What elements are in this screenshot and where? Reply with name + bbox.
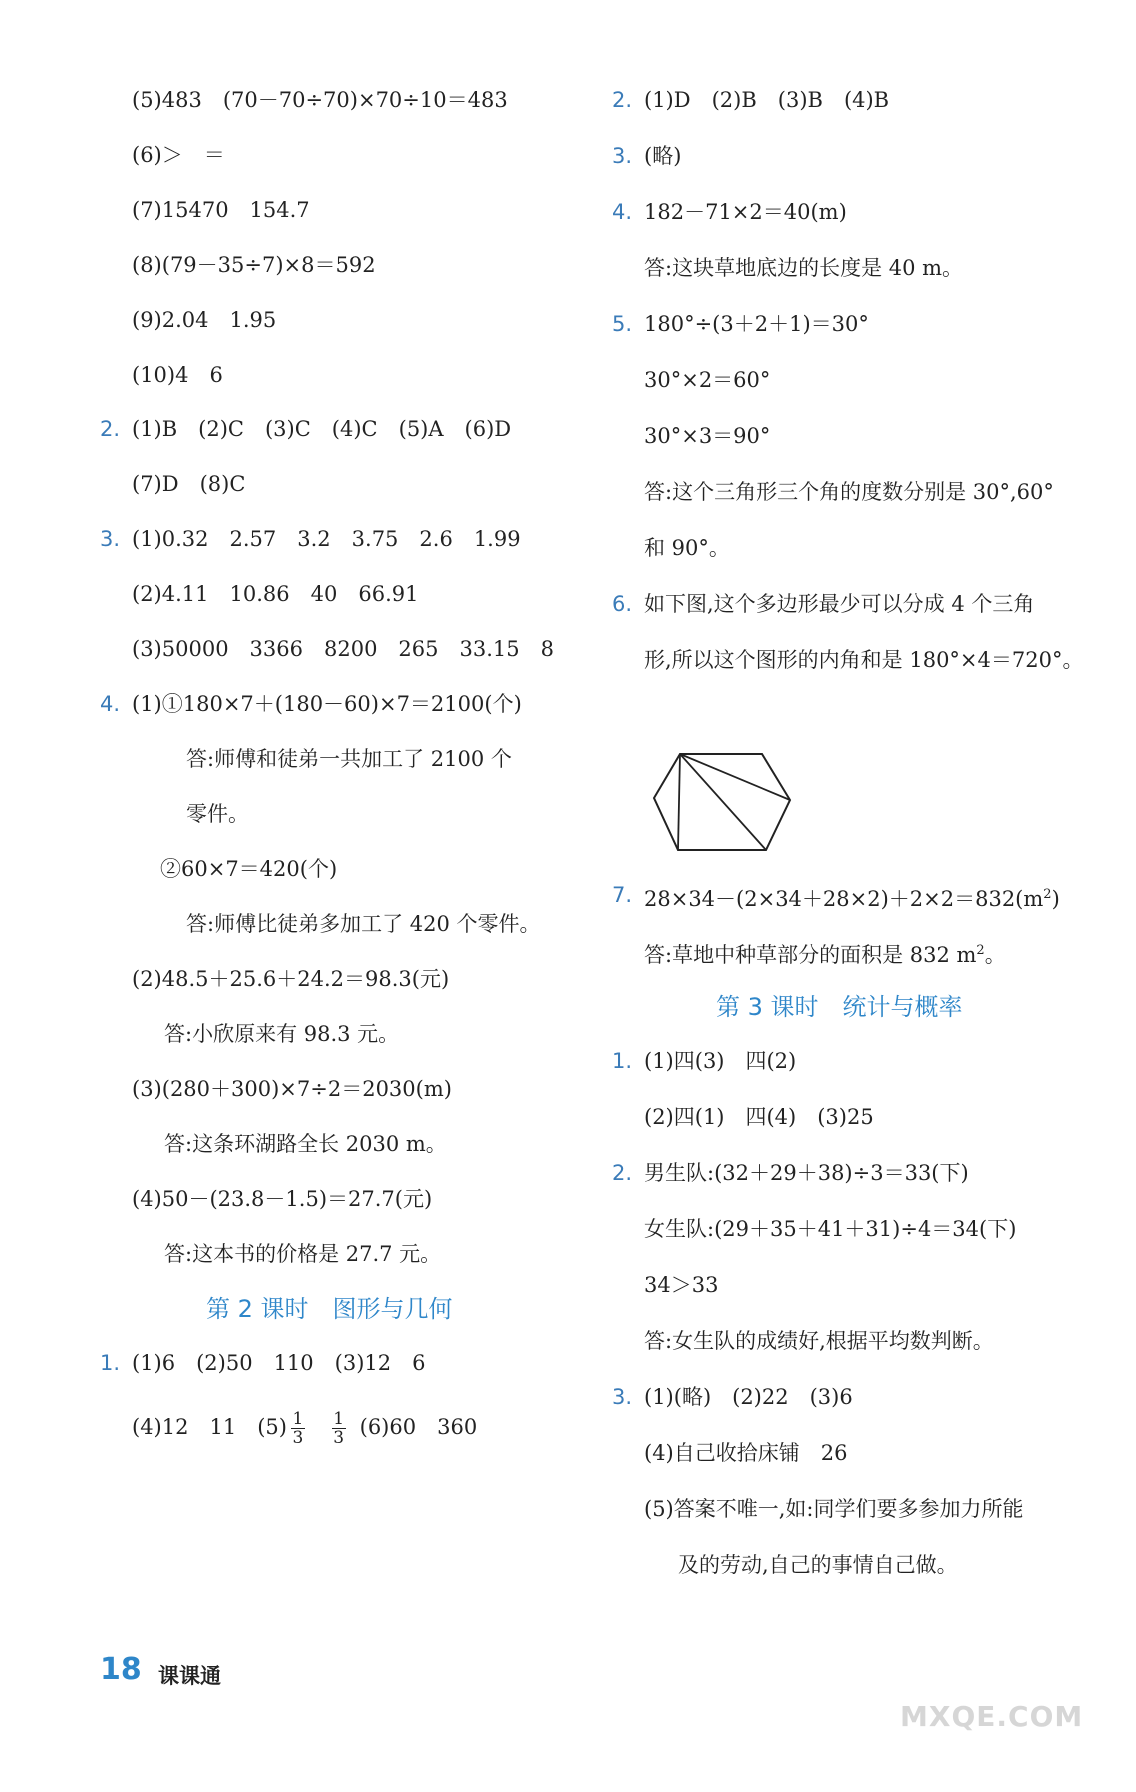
answer-line: 和 90°。 [644, 536, 730, 560]
answer-line: 男生队:(32＋29＋38)÷3＝33(下) [644, 1161, 969, 1185]
answer-line: (5)答案不唯一,如:同学们要多参加力所能 [644, 1497, 1024, 1521]
hexagon-diagram [648, 748, 798, 858]
answer-line: 答:女生队的成绩好,根据平均数判断。 [644, 1329, 994, 1353]
answer-text: 。 [984, 943, 1006, 967]
answer-line: 182－71×2＝40(m) [644, 200, 847, 224]
question-number: 7. [612, 883, 633, 907]
answer-line: ②60×7＝420(个) [160, 857, 338, 881]
question-number: 3. [612, 1385, 633, 1409]
answer-line: (1)6 (2)50 110 (3)12 6 [132, 1351, 426, 1375]
answer-line: 形,所以这个图形的内角和是 180°×4＝720°。 [644, 648, 1084, 672]
answer-line: (1)0.32 2.57 3.2 3.75 2.6 1.99 [132, 527, 521, 551]
answer-line: 及的劳动,自己的事情自己做。 [678, 1553, 958, 1577]
question-number: 1. [100, 1351, 121, 1375]
superscript: 2 [976, 943, 985, 958]
answer-line: 答:师傅和徒弟一共加工了 2100 个 [186, 747, 512, 771]
answer-line: (略) [644, 144, 682, 168]
answer-line: (3)(280＋300)×7÷2＝2030(m) [132, 1077, 452, 1101]
answer-text: (6)60 360 [359, 1415, 478, 1439]
answer-line: 答:这个三角形三个角的度数分别是 30°,60° [644, 480, 1054, 504]
question-number: 4. [100, 692, 121, 716]
section-heading: 第 2 课时 图形与几何 [206, 1295, 453, 1323]
question-number: 4. [612, 200, 633, 224]
answer-line: 答:师傅比徒弟多加工了 420 个零件。 [186, 912, 541, 936]
answer-text: (4)12 11 (5) [132, 1415, 287, 1439]
answer-text: ) [1051, 887, 1060, 911]
answer-line: (4)50－(23.8－1.5)＝27.7(元) [132, 1187, 433, 1211]
fraction-numerator: 1 [333, 1409, 345, 1429]
answer-line: 零件。 [186, 802, 249, 826]
question-number: 2. [100, 417, 121, 441]
question-number: 3. [100, 527, 121, 551]
superscript: 2 [1043, 887, 1052, 902]
answer-line: 答:这条环湖路全长 2030 m。 [164, 1132, 447, 1156]
answer-line: 女生队:(29＋35＋41＋31)÷4＝34(下) [644, 1217, 1017, 1241]
answer-line: (7)15470 154.7 [132, 198, 310, 222]
answer-line: (10)4 6 [132, 363, 223, 387]
question-number: 2. [612, 88, 633, 112]
answer-line: 30°×2＝60° [644, 368, 771, 392]
answer-line: (9)2.04 1.95 [132, 308, 277, 332]
page-number: 18 [100, 1652, 142, 1687]
question-number: 5. [612, 312, 633, 336]
section-heading: 第 3 课时 统计与概率 [716, 993, 963, 1021]
answer-line: (7)D (8)C [132, 472, 246, 496]
answer-line [132, 1410, 477, 1447]
answer-line: (1)D (2)B (3)B (4)B [644, 88, 890, 112]
fraction-numerator: 1 [292, 1409, 304, 1429]
question-number: 3. [612, 144, 633, 168]
answer-line: 如下图,这个多边形最少可以分成 4 个三角 [644, 592, 1035, 616]
answer-line [644, 936, 1006, 970]
answer-line: (2)48.5＋25.6＋24.2＝98.3(元) [132, 967, 450, 991]
fraction [332, 1410, 346, 1447]
fraction-denominator: 3 [292, 1428, 304, 1448]
question-number: 2. [612, 1161, 633, 1185]
answer-line: (5)483 (70－70÷70)×70÷10＝483 [132, 88, 508, 112]
answer-line: (2)4.11 10.86 40 66.91 [132, 582, 419, 606]
answer-line: (2)四(1) 四(4) (3)25 [644, 1105, 874, 1129]
answer-line: (8)(79－35÷7)×8＝592 [132, 253, 376, 277]
answer-line: (6)＞ ＝ [132, 143, 225, 167]
answer-text: 答:草地中种草部分的面积是 832 m [644, 943, 977, 967]
answer-line: 180°÷(3＋2＋1)＝30° [644, 312, 869, 336]
watermark: MXQE.COM [900, 1700, 1084, 1733]
answer-line: 34＞33 [644, 1273, 719, 1297]
answer-line: (3)50000 3366 8200 265 33.15 8 [132, 637, 554, 661]
answer-line: (4)自己收拾床铺 26 [644, 1441, 848, 1465]
answer-line: 答:小欣原来有 98.3 元。 [164, 1022, 400, 1046]
brand-name: 课课通 [158, 1664, 221, 1688]
fraction [291, 1410, 305, 1447]
answer-text: 28×34－(2×34＋28×2)＋2×2＝832(m [644, 887, 1044, 911]
answer-line: (1)B (2)C (3)C (4)C (5)A (6)D [132, 417, 512, 441]
question-number: 6. [612, 592, 633, 616]
answer-line: 答:这本书的价格是 27.7 元。 [164, 1242, 442, 1266]
answer-line: 30°×3＝90° [644, 424, 771, 448]
fraction-denominator: 3 [333, 1428, 345, 1448]
answer-line [644, 880, 1060, 914]
question-number: 1. [612, 1049, 633, 1073]
answer-line: 答:这块草地底边的长度是 40 m。 [644, 256, 964, 280]
answer-line: (1)(略) (2)22 (3)6 [644, 1385, 853, 1409]
answer-line: (1)①180×7＋(180－60)×7＝2100(个) [132, 692, 522, 716]
answer-line: (1)四(3) 四(2) [644, 1049, 797, 1073]
